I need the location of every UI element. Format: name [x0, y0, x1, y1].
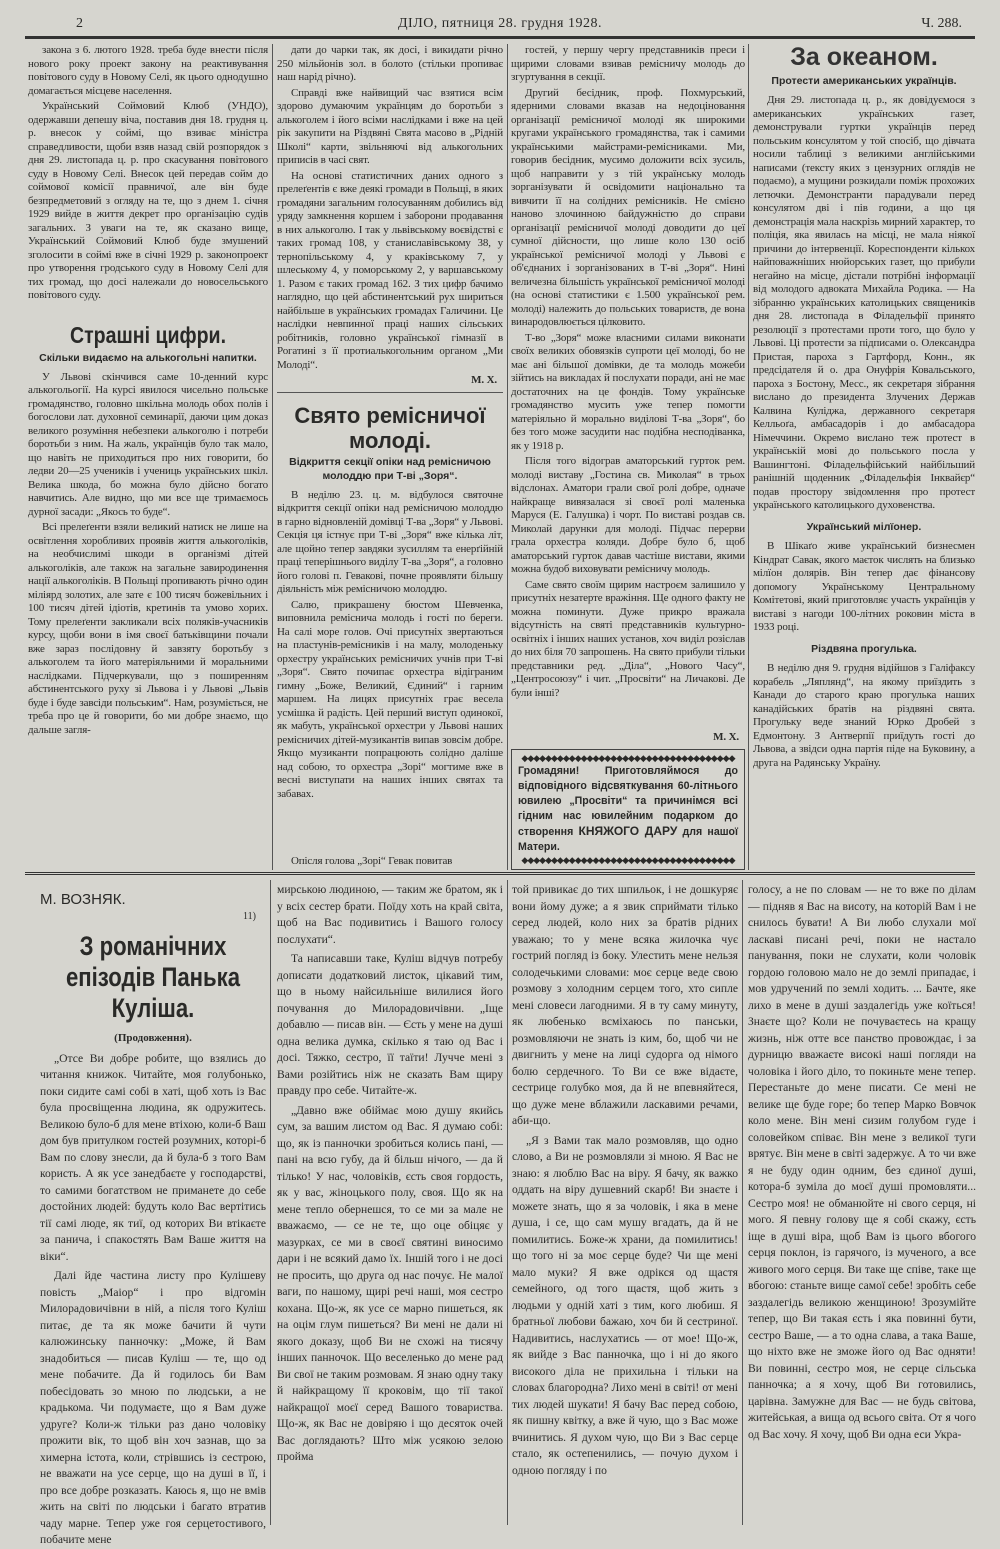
- column-divider: [748, 44, 749, 870]
- feuilleton-column-4: [748, 882, 976, 1524]
- feuilleton-column-2: [277, 882, 503, 1524]
- author: М. ВОЗНЯК.: [40, 891, 126, 908]
- header-rule: [25, 36, 975, 39]
- paragraph: Салю, прикрашену бюстом Шевченка, виповнила ремісничa молодь і гості по береги. На салі море голов. Очі присутніх звертаються на пластунів-ремісників і на малу, молоденьку орхестру українських ремісничих учнів при Т-ві „Зоря“. Свято почипає орхестра відіграним гимну „Боже, Великий, Єдиний“ і гарним маршем. На лицях присутніх грає весела усмішка й радість. Цей перший виступ одинокої, як мабуть, української орхестри у Львові наших ремісничих дітей-музикантів випав зовсім добре. Якщо музиканти попрацюють солідно даліше над собою, то орхестра „Зорі“ могтиме вже в весні виступати на наших інших святах та забавах.: [277, 598, 503, 800]
- top-column-3: [511, 44, 745, 870]
- diamond-border: ◆◆◆◆◆◆◆◆◆◆◆◆◆◆◆◆◆◆◆◆◆◆◆◆◆◆◆◆◆◆◆◆◆◆◆◆: [521, 753, 735, 763]
- section-rule: [25, 872, 975, 877]
- paragraph: На основі статистичних даних одного з прелеґентів є вже деякі громади в Польщі, в яких громадяни загальним голосуванням добились від уряду замкнення коршем і заборони продавання в них алькоголю. І так у львівському воєвідстві є таких громад 108, у станиславівському 38, у тернопільському 4, у краківському 7, у шлеському 4, у поморському 2, у варшавському 1. Разом є таких громад 162. З тих цифр бачимо наглядно, що цей абстинентський рух ширитьcя найбільше в українських громадах Галичини. Це наслідки невпинної праці наших сільських робітників, головно української гімназії в Рогатині з її протиалькогольним органом „Ми Молоді“.: [277, 169, 503, 371]
- paragraph: „Отсе Ви добре робите, що взялись до читання книжок. Читайте, моя голубонько, поки сидите самі собі в хаті, щоб хоть із Вас була просвіщенна людина, як одружитесь. Великою було-б для мене втіхою, коли-б Ваш дом був притулком гостей розумних, которі-б Вам по слову знесли, да й була-б з того Вам користь. А як усе занедбаєте у господарстві, то самими богатством не приманете до себе достойних людей: будуть коло Вас вертітись тії самі люде, як тиї, од которих Ви втікаєте за панича, і спакостять Вам Ваше життя на віки“.: [40, 1051, 266, 1263]
- paragraph: „Я з Вами так мало розмовляв, що одно слово, а Ви не розмовляли зі мною. Я Вас не знаю: я люблю Вас на віру. Я бачу, як важко оддать на віру душевний скарб! Ви знаєте і можете знать, що я за чоловік, і яка в мене душа, і се, що сам мушу вгадать, да й не помилитись. Боже-ж храни, да помилитись! що того ні за моє серце буде? Чи ще мені мало муки? Я вже одрікся од щастя семейного, од того щастя, щоб жить з людьми у одній хаті з тим, кого любиш. Я братньої любови бажаю, хоч би й сестриної. Надивитись, наслухатись — от мое! Що-ж, як вийде з Вас панночка, що і ні до якого високого діла не прихильна і тільки на словах благородна? Лихо мені в світі! от мені тих людей шукати! Я бачу Вас перед собою, як пишну квітку, а вже й чую, що з Вас може вчинитись. Я духом чую, що Ви з Вас серце стало, як остепенились, — почую духом і одною погляду і по: [512, 1133, 738, 1477]
- column-divider: [507, 44, 508, 870]
- appeal-text: Громадяни! Приготовляймося до відповідного відсвяткування 60-літнього ювилею „Просвіти“ та причинімся всі гідним нас ювилейним подарком до створення: [518, 765, 738, 838]
- paragraph: У Львові скінчився саме 10-денний курс алькогольогії. На курсі явилося чисельно польське громадянство, головно шкільна молодь обох полів і богослови лат. духовної семинарії, даючи цим доказ великого розуміння небезпеки алькоголю і потреби боротьби з ним. На жаль, українців було так мало, що навіть не приходиться про них говорити, бо ледви 20—25 учеників і учениць українських шкіл. Велика шкода, бо можна було дійсно богато навчитись. Але видно, що ми все ще тримаємось дурної засади: „Якось то буде“.: [28, 370, 268, 518]
- paragraph: Всі прелеґенти взяли великий натиск не лише на освітлення хоробливих проявів життя алькоголіків, на необчислимі шкоди в організмі дітей алькоголіків, але також на загальне завиродинення нації алькоголіків. В Польщі пропивають річно один міліярд золотих, але зате є 100 тисяч божевільних і 100 тисяч дітей ідіотів, кретинів та умово хорих. Тому прелеґенти закликали всіх поляків-учасників курсу, щоби вони в імя своєї батьківщини почали вже зараз послідовну й завзяту боротьбу з алькоголем та його матеріяльними й моральними наслідками. Підчеркували, що з поширенням абстинентського руху зі Львова і у Львові „Львів буде і буде завсіди польським“. Нам, розуміється, не треба про це й говорити, бо ми добре знаємо, що дальше загля-: [28, 521, 268, 736]
- signature: М. Х.: [713, 730, 739, 743]
- article-divider: [277, 392, 503, 393]
- paragraph: „Давно вже обіймає мою душу якийсь сум, за вашим листом од Вас. Я думаю собі: що, як із панночки зробиться колись пані, — пані на всю губу, да й більш нічого, — да й тілько! У нас, чоловіків, єсть своя гордость, як у вас, жіноцького полу, своя. Що як на мене тепло обернешся, то се ми за мале не вважаємо, — се не те, що оце обіцяє у мазурках, се ми в своєї святині виносимо дари і не всякий дамо їх. Іншій того і не досі не просить, що друга од нас почує. Не малої ваги, по нашому, щирі речі наші, моя сестро кохана. Що-ж, як усе се марно пишеться, як на оцім глум пишеться? Ви мені не дали ні якого доказу, щоб Ви не схожі на тисячу інших панночок. Що веселенько до мене рад Ви свої не таким розмовам. Я знаю одну таку й найкращому її кроковім, що тії такої найкращої моєї серед Вашого товариства. Що-ж, як Вас не довіряю і що десяток очей Вас доглядають? Што між усякою зелою пройма: [277, 1103, 503, 1463]
- page-number: 2: [76, 16, 83, 31]
- column-flow: [511, 44, 745, 731]
- article-heading: За океаном.: [790, 43, 938, 71]
- article-subheading: Відкриття секції опіки над ремісничою молоддю при Т-ві „Зоря“.: [289, 455, 491, 482]
- top-column-4: [753, 40, 975, 870]
- diamond-border: ◆◆◆◆◆◆◆◆◆◆◆◆◆◆◆◆◆◆◆◆◆◆◆◆◆◆◆◆◆◆◆◆◆◆◆◆: [521, 855, 735, 865]
- paragraph: мирською людиною, — таким же братом, як і у всіх сестер брати. Поїду хоть на край світа, щоб на Вас подивитись і Вашого голосу послухати“.: [277, 883, 503, 946]
- column-flow: [277, 44, 503, 855]
- newspaper-title-date: ДІЛО, пятниця 28. грудня 1928.: [397, 16, 602, 31]
- paragraph: Другий бесідник, проф. Похмурський, ядерними словами вказав на недоціновання організації ремісничої молоді як широкими кругами українського громадянства, так і самими українськими майстрами-ремісниками. Ми, говорив бесідник, мусимо доложити всіх зусиль, щоб направити у з тій українську молодь зорганізувати й освідомити національно та вивчити її на солідних ремісників. Не смієно наново злочинною байдужністю до справи організації ремісничої молоді доводити до цеї сумної дійсности, що лише коло 130 осіб української ремісничої молоді у Львові є об'єднаних і зорганізованих в Т-ві „Зоря“. Нині величезна більшість української ремісничої молоді (на основі статистики є 1.500 української рем. молоді) належить до польських товариств, де вона винародовлюється цілковито.: [511, 86, 745, 328]
- column-divider: [272, 44, 273, 870]
- masthead: [28, 14, 972, 36]
- paragraph: закона з 6. лютого 1928. треба буде внести після нового року проект закону на реактивування повітового суду в Новому Селі, як цього однодушно домагається місцеве населення.: [28, 44, 268, 97]
- feuilleton-column-1: [40, 884, 266, 1546]
- paragraph: В неділю 23. ц. м. відбулося святочне відкриття секції опіки над ремісничою молоддю в гарно відновленій домівці Т-ва „Зоря“ у Львові. Секція ця істнує при Т-ві „Зоря“ вже кілька літ, але щойно тепер завдяки зусиллям та енерґійній праці теперішнього виділу Т-ва „Зоря“, а головно його голові п. Гевакові, почне проявляти більшу діяльність між ремісничою молоддю.: [277, 488, 503, 595]
- paragraph: голосу, а не по словам — не то вже по ділам — підняв я Вас на висоту, на которій Вам і не снилось бувати! А Ви любо слухали мої ласкаві писані речі, поки не настало панування, поки не слухати, коли чоловік гордою головою мало не до землі припадає, і мов удручений по землі ходить. ... Бачте, яке лихо в мене в душі заздалегідь уже коїться! Знаєте що? Коли не почуваєтесь на кращу жизнь, ніж отте все панство провождає, і за дурницю вважаєте високі наші погляди на чоловіка і його діло, то покиньте мене тепер. Перестаньте до мене писати. Се мені не велике ще буде горе; бо тепер Марко Вовчок коло мене. Він мені сизим голубом гуде і соловейком співає. Він мене з великої туги врятує. Він мене в світі задержує. А то чи вже я не буду один одним, без єдиної душі, котора-б зуміла до моєї душі промовляти... Сестро моя! не обманюйте ні свого серця, ні мого. Я певну голову ще я собі скажу, єсть іще в душі віра, щоб Вам із цього вбогого серця поклон, із гарячого, із мученого, а все живого мого серця. Ви таке ще співе, таке ще вбогою: станьте вище самої себе! зробіть себе заздалегідь великою женщиною! Зрозумійте тепер, що Ви такая єсть і яка повинні бути, сестро Ваше, — а то одна слава, а така Ваше, що ніхто вже не зможе його од Вас одняти! Ви повинні, сестро моя, не серце сільська панночка; а я хочу, щоб Ви готовились, царівна. Замужне для Вас — не будь світова, житейськая, а вища од всього світа. От я чого од Вас хочу. Я хочу, щоб Ви одна еси Укра-: [748, 883, 977, 1441]
- top-column-1: [28, 44, 268, 870]
- paragraph: Опісля голова „Зорі“ Гевак повитав: [291, 854, 453, 867]
- paragraph: Саме свято своїм щирим настроєм залишило у присутніх незатерте вражіння. Ще одного факту не можна поминути. Дуже прикро вражала відсутність на святі представників культурно-освітніх і інших наших установ, хоч виділ розіслав до них біля 70 запрошень. На свято прибули тільки представники ред. „Діла“, „Нового Часу“, „Центросоюзу“ і чит. „Просвіти“ на Личакові. Де були інші?: [511, 578, 745, 699]
- issue-number: Ч. 288.: [921, 16, 962, 31]
- prosvita-appeal-box: [511, 749, 745, 870]
- column-flow: [753, 40, 975, 870]
- continued-note: (Продовження).: [114, 1032, 192, 1044]
- paragraph: В неділю дня 9. грудня відійшов з Галіфаксу корабель „Ляплянд“, на якому приїздить з Канади до старого краю прогулька наших канадійських братів на різдвяні свята. Прогульку веде знаний Юрко Дробей з Едмонтону. З Антверпії приїдуть гості до Львова, а звідси одна партія піде на Буковину, а друга на Радянську Україну.: [753, 662, 975, 769]
- paragraph: Т-во „Зоря“ може власними силами виконати своїх великих обовязків супроти цеї молоді, бо не має ані більшої домівки, де та молодь можеби зійтись на викладах й послухати поради, ані не має достаточних на це фондів. Тому українське громадянство мусить уже тепер помогти матеріяльно й морально виділові Т-ва „Зоря“, бо без того може засудити нас подібна несподіванка, як у 1918 р.: [511, 331, 745, 452]
- article-subheading: Скільки видаємо на алькогольні напитки.: [39, 351, 257, 364]
- appeal-text-end: для нашої Матери.: [518, 826, 738, 853]
- paragraph: Український Соймовий Клюб (УНДО), одержавши депешу віча, поставив дня 18. грудня ц. р. внесок у соймі, що взиває міністра справедливости, щоби взяв назад свій розпорядок з дня 29. листопада ц. р. про скасування повітового суду в Новому Селі. Внесок цей передав сойм до соймової комісії правничої, але він буде безпредметовий з огляду на те, що з днем 1. січня 1929 вийде в життя декрет про організацію судів загальних. З уваги на те, як сказано вище, Український Соймовий Клюб буде змушений зголосити в соймі вже в січні 1929 р. законопроект про утворення гродського суду в Новому Селі для тих громад, що досі належали до новосельського повітового суду.: [28, 100, 268, 301]
- paragraph: дати до чарки так, як досі, і викидати річно 250 мільйонів зол. в болото (стільки пропиває наш нарід річно).: [277, 44, 503, 83]
- paragraph: Та написавши таке, Куліш відчув потребу дописати додатковий листок, цікавий тим, що в ньому найсильніше вилилися його почування до Милорадовичівни. „Іще добавлю — писав він. — Єсть у мене на душі одна велика думка, скілько я таю од Вас і досі. Тяжко, сестро, її таїти! Лучче мені з Вами розійтись ніж не сказать Вам щиру правду про себе. Читайте-ж.: [277, 952, 503, 1097]
- section-subheading: Різдвяна прогулька.: [811, 642, 917, 655]
- column-divider: [742, 880, 743, 1525]
- paragraph: В Шікаґо живе український бизнесмен Кіндрат Савак, якого маєток числять на близько мілїон долярів. Він тепер дає фінансову допомогу Українському Центральному Комітетові, який приготовляє участь українців у виставі з нагоди 100-літних роковин міста в 1933 році.: [753, 540, 975, 633]
- article-heading: Свято ремісничої молоді.: [294, 402, 486, 453]
- top-column-2: [277, 44, 503, 870]
- paragraph: Після того відограв аматорський гурток рем. молоді виставу „Гостина св. Миколая“ в трьох відслонах. Аматори грали свої ролі добре, одначе найкраще вивязалася зі своєї ролі маленька Маруся (Е. Галушка) і чорт. По виставі роздав св. Миколай дарунки для молоді. Підчас перерви грала орхестра коляди. Добре було б, щоб аматорський гурток давав частіше вистави, якими можна будоб виховувати ремісничу молодь.: [511, 455, 745, 575]
- section-subheading: Український мілїонер.: [806, 520, 922, 533]
- paragraph: Дня 29. листопада ц. р., як довідуємося з американських українських газет, демонстрували гуртки українців перед польським консулятом у той спосіб, що дівчата носили таблиці з великими англійськими написами (тексту яких з цензурних оглядів не подаємо), а мущини розкидали поміж прохожих летючки. Демонстранти парадували перед консулятом дві і пів години, а що ця демонстрація мала наскрізь мирний характер, то поліція, яка явилась на місці, не мала ніякої причини до інтервенції. Кореспонденти кількох найповажніших нюйорських газет, що прибули негайно на місце, дістали потрібні інформації від молодого адвоката Михайла Родика. — На зібранню українських католицьких священиків дня 28. листопада в Філадельфії принято резолюції з протестами проти того, що було у Львові. Ці протести за підписами о. Олександра Пристая, пароха з Гартфорд, Конн., як предсідателя й о. дра Онуфрія Ковальського, пароха з Бостону, Месс., як секретаря зібрання вислано до президента Злучених Держав Калвина Куліджа, державного секретаря Келльоґа, амбасадорів і до амбасадора Німеччини. Окремо вислано теж протест в українській мові до польського посла у Вашингтоні. Філадельфійський найбільший ранішній щоденник „Філадельфія Інквайєр“ подав простору звідомлення про протест українського католицького духовенства.: [753, 94, 975, 511]
- paragraph: Справді вже найвищий час взятися всім здорово думаючим українцям до боротьби з алькоголем і його всіми наслідками і вже на цей рік закупити на Різдвяні Свята масово в „Рідній Школі“ карти, звільняючі від алькогольних приписів в часі свят.: [277, 86, 503, 166]
- paragraph: гостей, у першу чергу представників преси і щирими словами взивав ремісничу молодь до згуртування в секції.: [511, 44, 745, 83]
- column-divider: [507, 880, 508, 1525]
- article-subheading: Протести американських українців.: [771, 75, 957, 87]
- feuilleton-column-3: [512, 882, 738, 1524]
- column-flow: [28, 44, 268, 870]
- column-divider: [270, 880, 271, 1525]
- paragraph: той привикає до тих шпильок, і не дошкуряє вони йому дуже; а я звик сприймати тілько серед людей, коло них за братів рідних уважаю; то у мене всяка жилочка чує гострий погляд із боку. Улестить мене нельзя солодечькими словами: моє серце веде свою розмову з холодним серцем того, хто сипле мені словеси лагодними. Я в ту саму минуту, як любенько всміхаюсь по панськи, розмовляючи не знать із ким, бо, щоб чи не двигнить у мене на лиці судорга од німого болю сердечного. То Ви се вже відаєте, сестрице голубко моя, да й не впевняйтеся, що дуже мене вблажили ласкавими речами, аби-що.: [512, 883, 738, 1127]
- article-heading: Страшні цифри.: [69, 321, 227, 348]
- paragraph: Далі йде частина листу про Кулішеву повість „Маіор“ і про відгомін Милорадовичівни в ній, а після того Куліш питає, де та як може бачити й чути калюжинську панночку: „Може, й Вам знадобиться — писав Куліш — те, що од мене побачите. Да й годилось би Вам побесідовать зо мною по людськи, а не крадькома. Чи подумаєте, що я Вам дуже удруге? Коли-ж тільки раз дано чоловіку прожити вік, то щоб він хоч зазнав, що за химерна істота, коли, стрівшись із сестрою, не вважати на усе серце, що на душі в її, і про все добре розказать. Каюсь я, що не вмів жить на світі по людськи і багато втратив чаду марне. Тепер уже гоя серцетостивого, побачите мене: [40, 1269, 266, 1546]
- feuilleton-title: З романічних епізодів Панька Куліша.: [65, 931, 241, 1023]
- appeal-emphasis: КНЯЖОГО ДАРУ: [578, 824, 678, 838]
- signature: М. Х.: [471, 374, 497, 386]
- installment-number: 11): [243, 910, 256, 922]
